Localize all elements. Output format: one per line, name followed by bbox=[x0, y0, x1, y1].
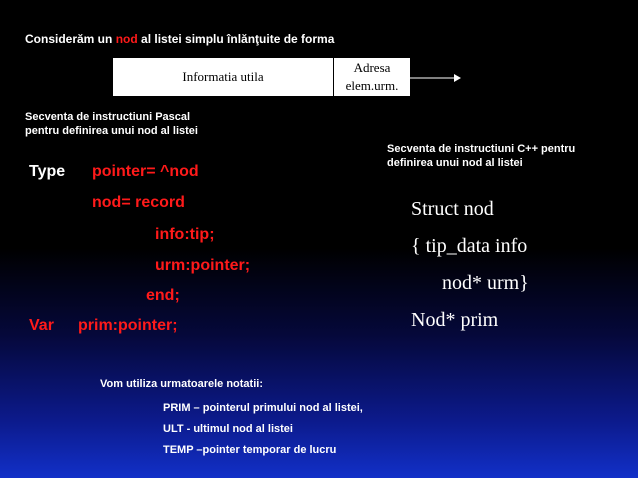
cpp-line1: Struct nod bbox=[411, 198, 494, 220]
pascal-line6: prim:pointer; bbox=[78, 317, 178, 334]
address-line1: Adresa bbox=[353, 60, 391, 75]
cpp-line3: nod* urm} bbox=[442, 272, 529, 294]
pascal-line5: end; bbox=[146, 287, 180, 304]
pascal-line2: nod= record bbox=[92, 194, 185, 211]
title-highlight: nod bbox=[115, 32, 138, 46]
notation-temp: TEMP –pointer temporar de lucru bbox=[163, 444, 337, 456]
address-cell bbox=[334, 58, 410, 96]
pascal-line1: pointer= ^nod bbox=[92, 163, 199, 180]
info-label: Informatia utila bbox=[182, 69, 264, 84]
node-structure-box bbox=[113, 58, 410, 96]
next-pointer-arrow-icon bbox=[410, 70, 462, 90]
pascal-type-keyword: Type bbox=[29, 163, 66, 180]
pascal-caption-line2: pentru definirea unui nod al listei bbox=[25, 125, 198, 137]
notation-prim: PRIM – pointerul primului nod al listei, bbox=[163, 402, 363, 414]
cpp-line4: Nod* prim bbox=[411, 309, 499, 331]
title-suffix: al listei simplu înlănţuite de forma bbox=[137, 32, 335, 46]
pascal-line3: info:tip; bbox=[155, 226, 215, 243]
info-cell bbox=[113, 58, 334, 96]
notation-ult: ULT - ultimul nod al listei bbox=[163, 423, 293, 435]
pascal-line4: urm:pointer; bbox=[155, 257, 251, 274]
title-prefix: Considerăm un bbox=[25, 32, 116, 46]
pascal-var-keyword: Var bbox=[29, 317, 54, 334]
cpp-caption-line2: definirea unui nod al listei bbox=[387, 157, 523, 169]
cpp-line2: { tip_data info bbox=[411, 235, 528, 257]
cpp-caption-line1: Secventa de instructiuni C++ pentru bbox=[387, 143, 576, 155]
notations-intro: Vom utiliza urmatoarele notatii: bbox=[100, 378, 263, 390]
address-line2: elem.urm. bbox=[345, 78, 399, 93]
pascal-caption-line1: Secventa de instructiuni Pascal bbox=[25, 111, 191, 123]
slide-title bbox=[25, 32, 334, 46]
